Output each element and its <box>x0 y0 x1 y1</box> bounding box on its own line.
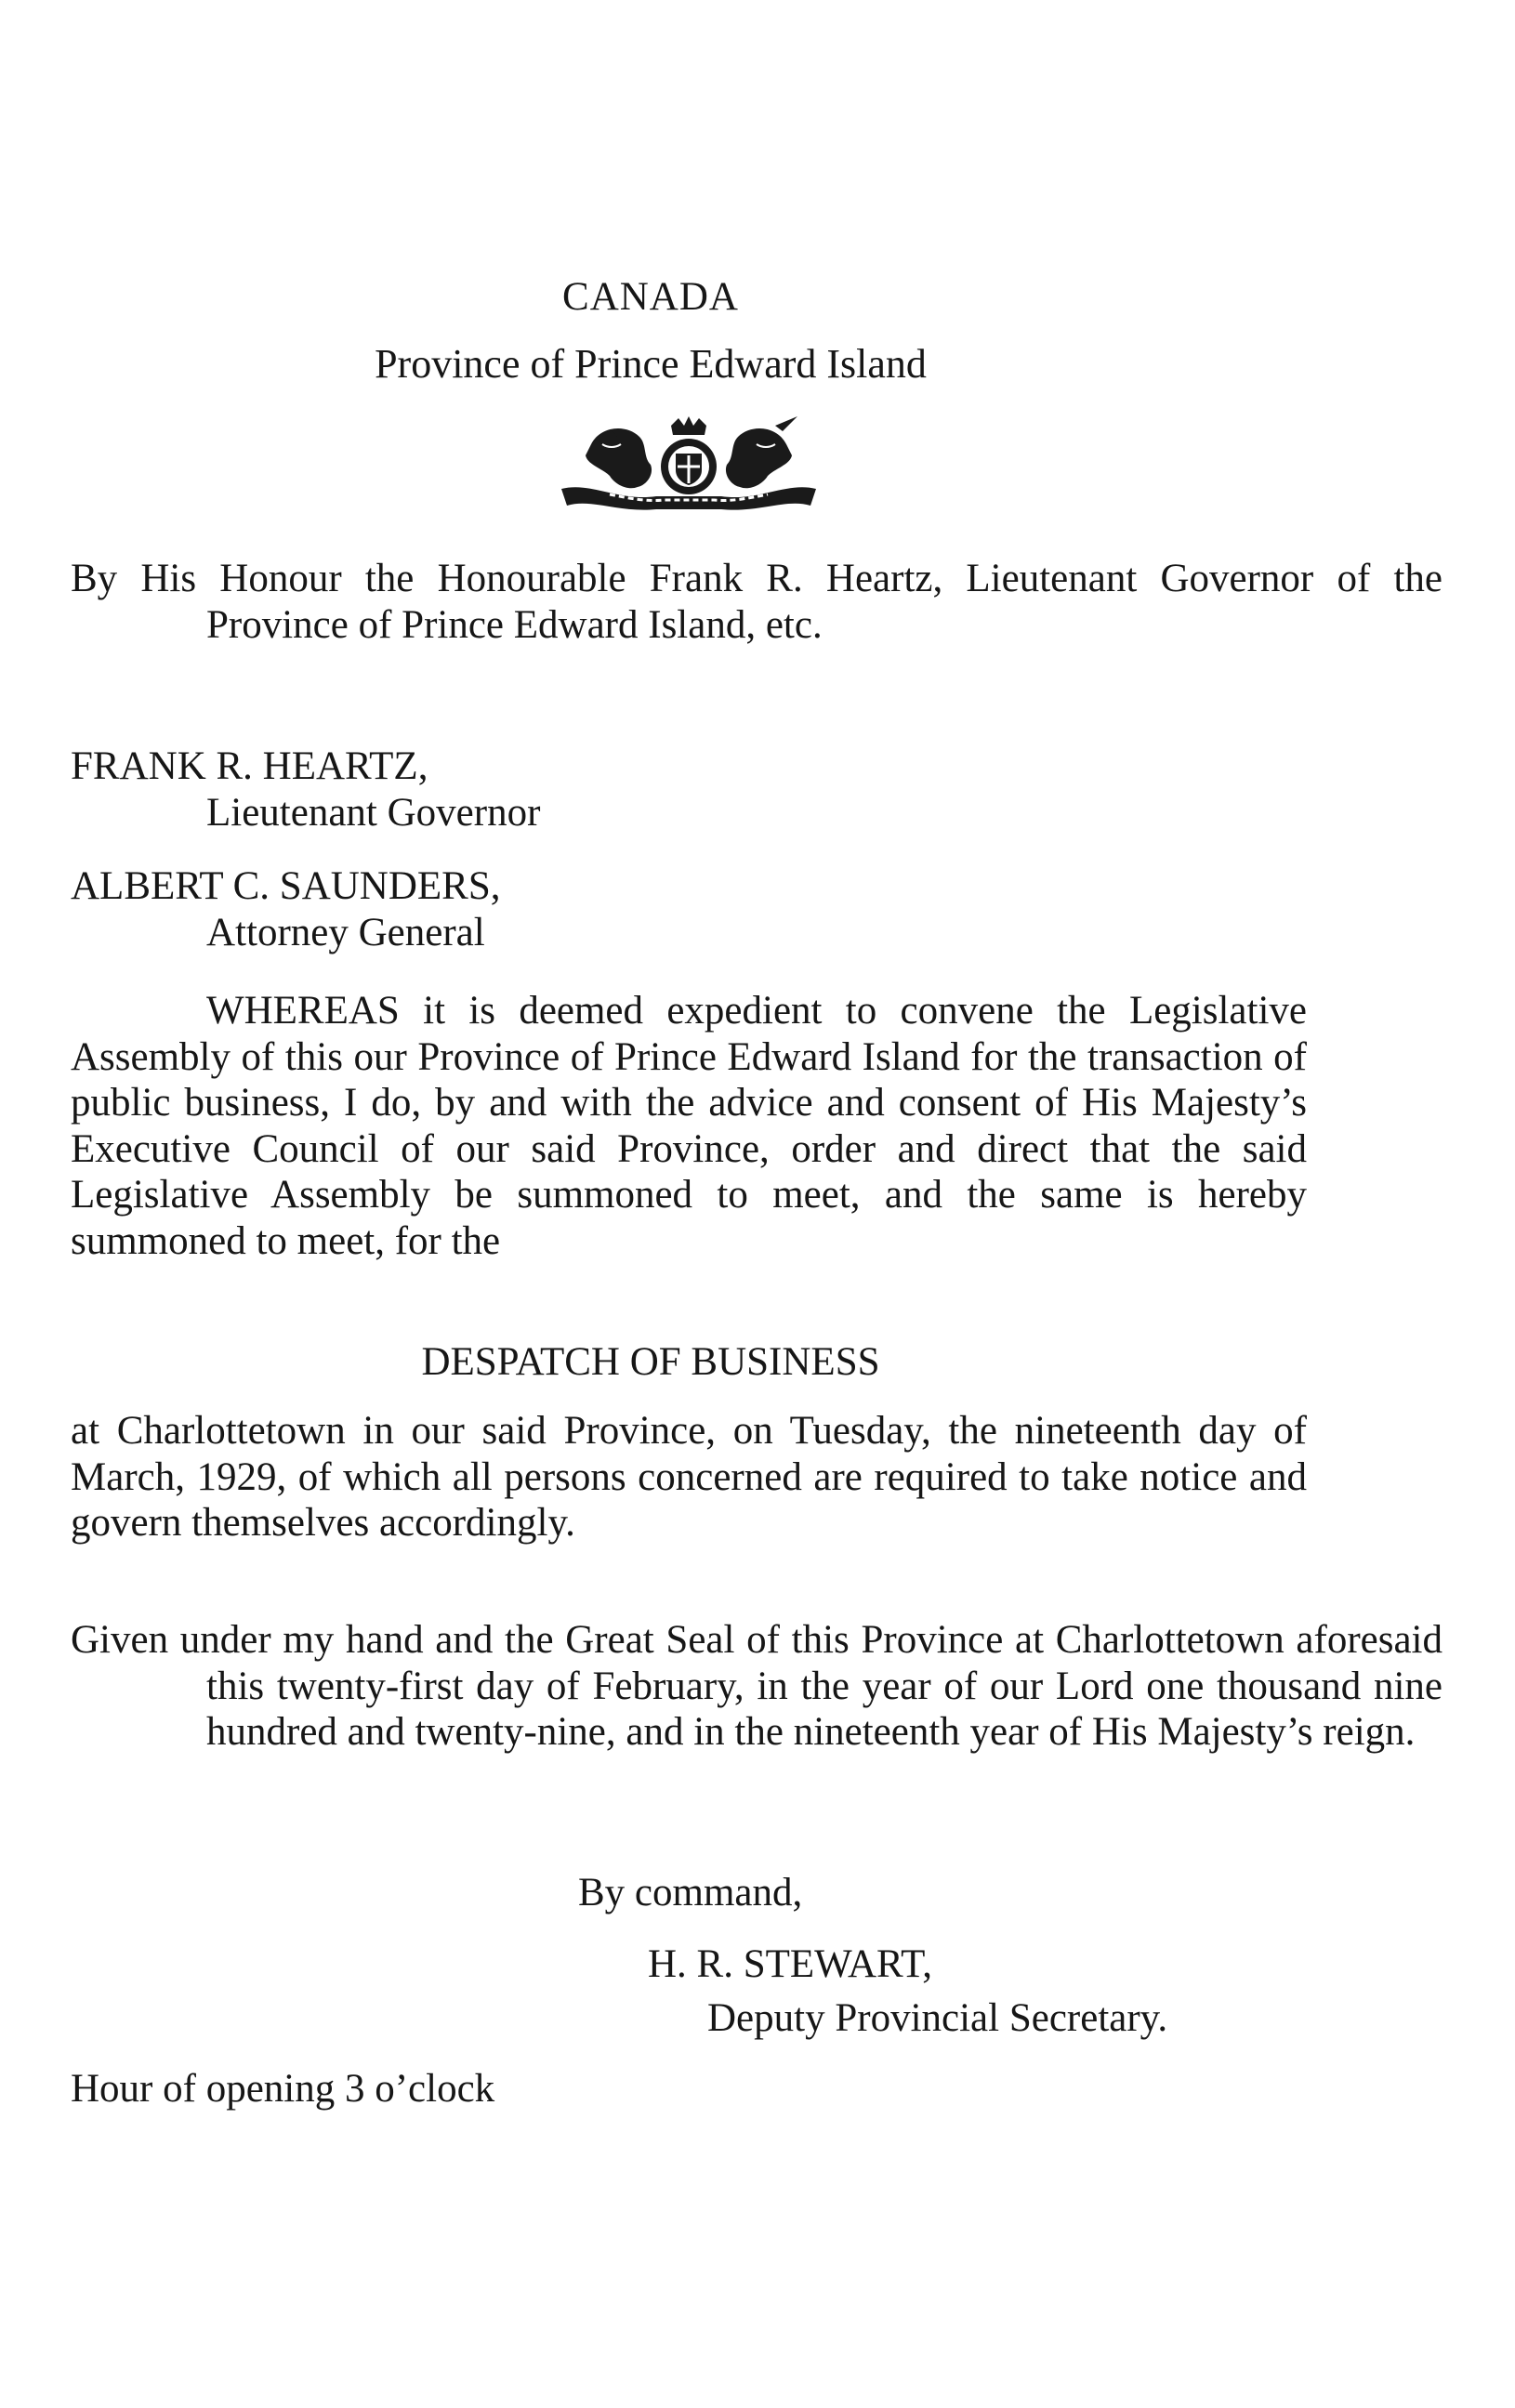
signatory-lieutenant-governor-title: Lieutenant Governor <box>206 791 541 835</box>
whereas-paragraph: WHEREAS it is deemed expedient to convene the Legislative Assembly of this our Province of Prince Edward Island for the transaction of public business, I do, by and with the advice and consent of His Majesty’s Executive Council of our said Province, order and direct that the said Legislative Assembly be summoned to meet, and the same is hereby summoned to meet, for the <box>71 989 1307 1263</box>
opening-hour-text: Hour of opening 3 o’clock <box>71 2067 495 2111</box>
preamble-text: By His Honour the Honourable Frank R. Heartz, Lieutenant Governor of the Province of Prince Edward Island, etc. <box>71 557 1443 647</box>
signatory-attorney-general-title: Attorney General <box>206 911 485 954</box>
given-paragraph: Given under my hand and the Great Seal of this Province at Charlottetown aforesaid this twenty-first day of February, in the year of our Lord one thousand nine hundred and twenty-nine, and in the nineteenth year of His Majesty’s reign. <box>71 1618 1443 1754</box>
secretary-name: H. R. STEWART, <box>648 1942 932 1986</box>
location-paragraph: at Charlottetown in our said Province, on Tuesday, the nineteenth day of March, 1929, of which all persons concerned are required to take notice and govern themselves accordingly. <box>71 1409 1307 1545</box>
country-heading: CANADA <box>562 275 739 319</box>
purpose-heading: DESPATCH OF BUSINESS <box>421 1340 880 1384</box>
coat-of-arms-icon <box>554 416 823 517</box>
signatory-lieutenant-governor-name: FRANK R. HEARTZ, <box>71 744 428 788</box>
signatory-attorney-general-name: ALBERT C. SAUNDERS, <box>71 864 501 908</box>
province-heading: Province of Prince Edward Island <box>375 341 927 387</box>
by-command-text: By command, <box>578 1871 803 1915</box>
secretary-title: Deputy Provincial Secretary. <box>707 1996 1168 2040</box>
